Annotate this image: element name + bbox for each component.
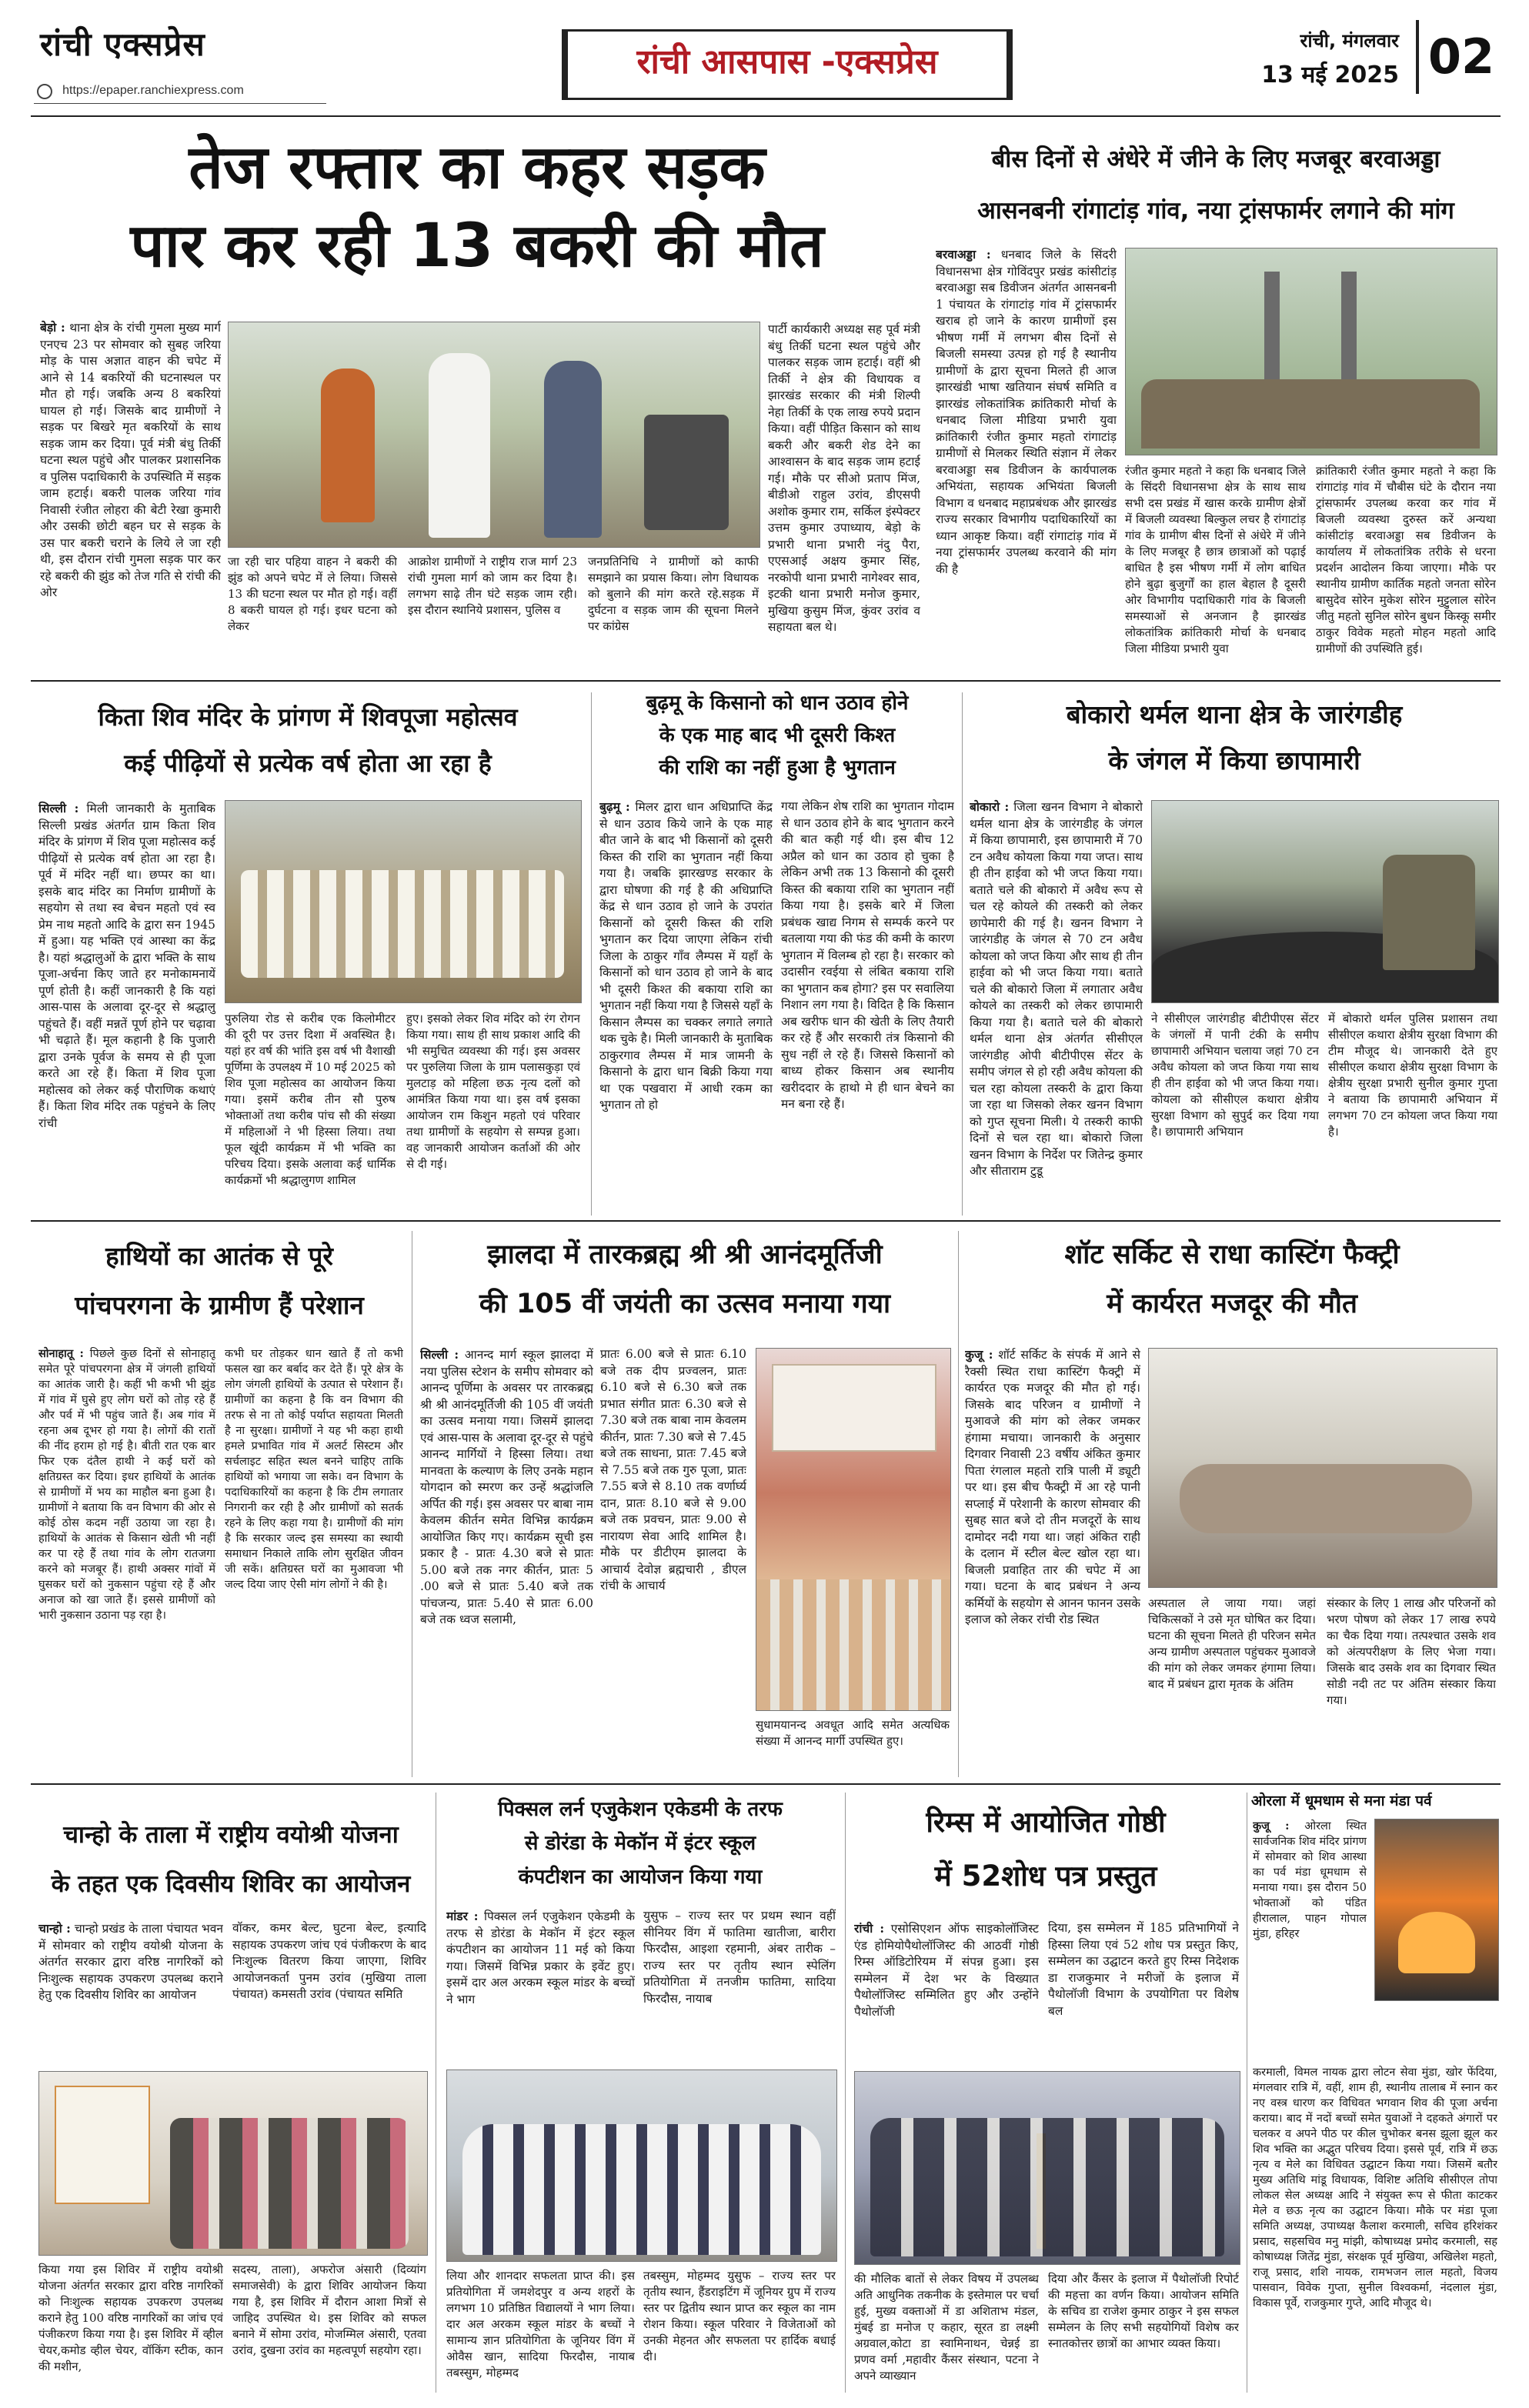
elephant-col-2 [225,1346,403,1773]
anandmurti-caption-1: सुधामयानन्द अवधूत आदि समेत अत्यधिक संख्या में आनन्द मार्गी उपस्थित हुए। [756,1718,950,1748]
barwaadda-dateline: बरवाअड्डा : [936,247,991,262]
pixel-caption-1: लिया और शानदार सफलता प्राप्त की। इस प्रतियोगिता में जमशेदपुर व अन्य शहरों के लगभग 10 प्रतिष्ठित विद्यालयों ने भाग लिया। दार अल अरकम स्कूल मांडर के बच्चों ने सामान्य ज्ञान प्रतियोगिता के जूनियर विंग में ओवैस खान, सादिया फिरदौस, नायाब तबस्सुम, मोहम्मद [446,2269,635,2380]
pixel-headline-1: पिक्सल लर्न एजुकेशन एकेडमी के तरफ [498,1798,783,1821]
lead-caption-2: आक्रोश ग्रामीणों ने राष्ट्रीय राज मार्ग 23 रांची गुमला मार्ग को जाम कर दिया है। लगभग साढ़े तीन घंटे सड़क जाम रही। इस दौरान स्थानिये प्रशासन, पुलिस व [408,555,577,617]
lead-text-1: थाना क्षेत्र के रांची गुमला मुख्य मार्ग एनएच 23 पर सोमवार को सुबह जरिया मोड़ के पास अज्ञात वाहन की चपेट में आने से 14 बकरियों की घटनास्थल पर मौत हो गई। जबकि अन्य 8 बकरियां घायल हो गई। जिसके बाद ग्रामीणों ने सड़क पर बिखरे मृत बकरियों के साथ सड़क जाम कर दिया। पूर्व मंत्री बंधु तिर्की घटना स्थल पहुंचे और पालकर प्रशासनिक व पुलिस पदाधिकारी के उपस्थिति में सड़क जाम हटाई। बकरी पालक जरिया गांव निवासी रंजीत लोहरा की बेटी रेखा कुमारी और उसकी छोटी बहन घर से सड़क के उस पार बकरी चराने के लिये ले जा रही थी, इस दौरान रांची गुमला सड़क पार कर रहे बकरी की झुंड को तेज गति से रांची की ओर [40,321,221,599]
paper-logo [40,22,309,63]
shortcircuit-photo [1148,1348,1497,1588]
section-title: रांची आसपास -एक्सप्रेस [636,42,938,82]
bokaro-col-1 [970,799,1143,1210]
elephant-headline-1: हाथियों का आतंक से पूरे [105,1241,333,1271]
barwaadda-photo [1125,248,1497,455]
rims-text-1: एसोसिएशन ऑफ साइकोलॉजिस्ट एंड होमियोपैथोलॉजिस्ट की आठवीं गोष्ठी रिम्स ऑडिटोरियम में संपन्न हुआ। इस सम्मेलन में देश भर के विख्यात पैथोलॉजिस्ट सम्मिलित हुए और उन्होंने पैथोलॉजी [854,1922,1039,2019]
barwaadda-headline-2: आसनबनी रांगाटांड़ गांव, नया ट्रांसफार्मर लगाने की मांग [977,197,1454,225]
budhmu-headline-3: की राशि का नहीं हुआ है भुगतान [659,756,896,779]
lead-dateline: बेड़ो : [40,320,65,335]
pixel-article [440,1788,840,2396]
budhmu-text-1: मिलर द्वारा धान अधिप्राप्ति केंद्र से धान उठाव किये जाने के एक माह बीत जाने के बाद भी किसानों को दूसरी किस्त की राशि का भुगतान नहीं किया गया है। जबकि झारखण्ड सरकार के द्वारा घोषणा की गई है की अधिप्राप्ति केंद्र से धान उठाव हो जाने के उपरांत किसानों को दूसरी किस्त की राशि भुगतान कर दिया जाएगा लेकिन रांची जिला के ठाकुर गाँव लैम्पस में यहाँ के किसानों को धान उठाव हो जाने के बाद भी दूसरी किश्त की बकाया राशि का भुगतान नहीं किया गया है जिससे यहाँ के किसान लैम्पस का चक्कर लगाते लगाते थक चुके है। मिली जानकारी के मुताबिक ठाकुरगाव लैम्पस में मात्र जामनी के किसानो के द्वारा धान बिक्री किया गया था एक पखवारा में आधी रकम का भुगतान तो हो [599,800,773,1112]
lead-text-4: पार्टी कार्यकारी अध्यक्ष सह पूर्व मंत्री बंधु तिर्की घटना स्थल पहुंचे और पालकर सड़क जाम हटाई। वहीं श्री तिर्की ने क्षेत्र की विधायक व झारखंड सरकार की मंत्री शिल्पी नेहा तिर्की के एक लाख रुपये प्रदान किया। वहीं पीड़ित किसान को साथ बकरी और बकरी शेड देने का आश्वासन के बाद सड़क जाम हटाई गई। मौके पर सीओ प्रताप मिंज, बीडीओ राहुल उरांव, डीएसपी अशोक कुमार राम, सर्किल इंस्पेक्टर उत्तम कुमार उपाध्याय, बेड़ो के प्रभारी थाना प्रभारी नंदु पैरा, एएसआई अक्षय कुमार सिंह, नरकोपी थाना प्रभारी नागेश्वर साव, इटकी थाना प्रभारी मनोज कुमार, मुखिया कुसुम मिंज, कुंवर उरांव व सहायता बल थे। [768,322,920,634]
vayoshri-headline-2: के तहत एक दिवसीय शिविर का आयोजन [51,1870,411,1898]
elephant-col-1 [38,1346,215,1773]
anandmurti-photo [756,1348,951,1711]
lead-headline-2: पार कर रही 13 बकरी की मौत [130,212,824,281]
issue-date: 13 मई 2025 [1261,62,1399,88]
budhmu-col-1 [599,799,773,1210]
barwaadda-article [931,123,1501,677]
elephant-text-1: पिछले कुछ दिनों से सोनाहातू समेत पूरे पांचपरगना क्षेत्र में जंगली हाथियों का आतंक जारी है। कहीं भी कभी भी झुंड में गांव में घुसे हुए लोग घरों को तोड़ रहे हैं और पर्व में भी पहुंच जाते हैं। अब गांव में रहना अब दूभर हो गया है। लोगों की रातों की नींद हराम हो गई है। बीती रात एक बार फिर एक दंतैल हाथी ने कई घरों को क्षतिग्रस्त कर दिया। इधर हाथियों के आतंक से ग्रामीणों में भय का माहौल बना हुआ है। ग्रामीणों ने बताया कि वन विभाग की ओर से कोई ठोस कदम नहीं उठाया जा रहा है। हाथियों के आतंक से किसान खेती भी नहीं कर पा रहे हैं तथा गांव के लोग रातजगा करने को मजबूर हैं। हाथी अक्सर गांवों में घुसकर घरों को नुकसान पहुंचा रहे हैं और अनाज को खा जाते हैं। इससे ग्रामीणों को भारी नुकसान उठाना पड़ रहा है। [38,1348,215,1622]
vayoshri-text-2: वॉकर, कमर बेल्ट, घुटना बेल्ट, इत्यादि सहायक उपकरण जांच एवं पंजीकरण के बाद निःशुल्क वितरण किया जाएगा, शिविर आयोजनकर्ता पुनम उरांव (मुखिया ताला पंचायत) कमसती उरांव (पंचायत समिति [232,1921,426,2001]
budhmu-headline-2: के एक माह बाद भी दूसरी किश्त [659,724,896,747]
column-rule [958,1231,959,1777]
rims-photo [854,2071,1240,2265]
bokaro-caption-2: में बोकारो थर्मल पुलिस प्रशासन तथा सीसीएल कथारा क्षेत्रीय सुरक्षा विभाग की टीम मौजूद थे। जानकारी देते हुए सीसीएल कथारा क्षेत्रीय सुरक्षा विभाग के क्षेत्रीय सुरक्षा प्रभारी सुनील कुमार गुप्ता ने बताया कि छापामारी अभियान में लगभग 70 टन कोयला जप्त किया गया है। [1328,1012,1497,1139]
photo-crowd [1141,379,1480,449]
photo-figure [321,369,375,522]
shiv-col-1 [38,800,215,1208]
barwaadda-text-1: धनबाद जिले के सिंदरी विधानसभा क्षेत्र गोविंदपुर प्रखंड कांसीटांड़ बरवाअड्डा सब डिवीजन अंतर्गत आसनबनी 1 पंचायत के रांगाटांड़ गांव में ट्रांसफार्मर खराब हो जाने के कारण ग्रामीणों इस भीषण गर्मी में लगभग बीस दिनों से बिजली समस्या उत्पन्न हो गई है स्थानीय ग्रामीणों के द्वारा सूचना मिलते ही आज झारखंडी भाषा खतियान संघर्ष समिति व झारखंड लोकतांत्रिक क्रांतिकारी मोर्चा के धनबाद जिला मीडिया प्रभारी युवा क्रांतिकारी रंजीत कुमार महतो रांगाटांड़ ग्रामीणों से मिलकर स्थिति संज्ञान में लेकर बरवाअड्डा सब डिवीजन के कार्यपालक अभियंता, सहायक अभियंता बिजली विभाग व धनबाद महाप्रबंधक और झारखंड राज्य सरकार विभागीय पदाधिकारियों का ध्यान आकृष्ट किया। वहीं रांगाटांड़ गांव में नया ट्रांसफार्मर उपलब्ध करवाने की मांग की है [936,248,1117,576]
shortcircuit-headline-2: में कार्यरत मजदूर की मौत [1107,1289,1357,1319]
photo-figure [544,361,602,538]
pixel-headline-2: से डोरंडा के मेकॉन में इंटर स्कूल [524,1832,756,1855]
column-rule [845,1793,846,2393]
section-banner [562,29,1013,100]
bokaro-article [968,685,1501,1216]
column-rule [591,692,592,1216]
vayoshri-headline-1: चान्हो के ताला में राष्ट्रीय वयोश्री योजना [63,1821,399,1849]
budhmu-col-2 [781,799,954,1210]
lead-caption-1: जा रही चार पहिया वाहन ने बकरी की झुंड को अपने चपेट में ले लिया। जिससे 13 की घटना स्थल पर मौत हो गई। वहीं 8 बकरी घायल हो गई। इधर घटना को लेकर [228,555,397,633]
shortcircuit-col-1 [965,1346,1140,1773]
budhmu-headline-1: बुढ़मू के किसानो को धान उठाव होने [646,692,909,715]
anandmurti-article [416,1225,954,1779]
shiv-caption-1: पुरुलिया रोड से करीब एक किलोमीटर की दूरी पर उत्तर दिशा में अवस्थित है। यहां हर वर्ष की भांति इस वर्ष भी वैशाखी पूर्णिमा के उपलक्ष्य में 10 मई 2025 को शिव पूजा महोत्सव का आयोजन किया गया। इसमें करीब तीन सौ पुरुष भोक्ताओं तथा करीब पांच सौ की संख्या में महिलाओं ने भी हिस्सा लिया। तथा फूल खूंदी कार्यक्रम में भी भक्ति का परिचय दिया। इसके अलावा कई धार्मिक कार्यक्रमों भी श्रद्धालुगण शामिल [225,1012,396,1187]
manda-article [1251,1788,1501,2396]
shiv-headline-2: कई पीढ़ियों से प्रत्येक वर्ष होता आ रहा है [124,749,492,778]
bokaro-headline-2: के जंगल में किया छापामारी [1108,745,1360,775]
vayoshri-photo [38,2071,428,2256]
vayoshri-col-2 [232,1920,426,2063]
lead-article [31,123,923,677]
photo-chair [644,415,729,530]
shiv-headline-1: किता शिव मंदिर के प्रांगण में शिवपूजा महोत्सव [98,702,518,732]
manda-photo [1374,1819,1499,2001]
page-number: 02 [1416,20,1504,94]
photo-stretcher [1180,1464,1472,1533]
photo-devotees [241,870,564,978]
photo-banner [55,2086,150,2204]
shortcircuit-caption-1: अस्पताल ले जाया गया। जहां चिकित्सकों ने उसे मृत घोषित कर दिया। घटना की सूचना मिलते ही परिजन समेत अन्य ग्रामीण अस्पताल पहुंचकर मुआवजे की मांग को लेकर जमकर हंगामा लिया। बाद में प्रबंधन द्वारा मृतक के अंतिम [1148,1596,1316,1691]
anandmurti-text-1: आनन्द मार्ग स्कूल झालदा में नया पुलिस स्टेशन के समीप सोमवार को आनन्द पूर्णिमा के अवसर पर तारकब्रह्म श्री श्री आनंदमूर्तिजी की 105 वीं जयंती का उत्सव मनाया गया। जिसमें झालदा एवं आस-पास के अलावा दूर-दूर से पहुंचे आनन्द मार्गियों ने हिस्सा लिया। तथा मानवता के कल्याण के लिए उनके महान योगदान को स्मरण कर उन्हें श्रद्धांजलि अर्पित की गई। इस अवसर पर बाबा नाम केवलम कीर्तन समेत विभिन्न कार्यक्रम आयोजित किए गए। कार्यक्रम सूची इस प्रकार है - प्रातः 4.30 बजे से प्रातः 5.00 बजे तक नगर कीर्तन, प्रातः 5 .00 बजे से प्रातः 5.40 बजे तक पांचजन्य, प्रातः 5.40 से प्रातः 6.00 बजे तक ध्वज सलामी, [420,1348,593,1626]
rims-col-2 [1048,1920,1239,2063]
barwaadda-caption-2: क्रांतिकारी रंजीत कुमार महतो ने कहा कि रांगाटांड़ गांव में चौबीस घंटे के दौरान नया ट्रांसफार्मर उपलब्ध करवा कर गांव में बिजली व्यवस्था दुरुस्त करें अन्यथा कांसीटांड़ बरवाअड्डा सब डिवीजन के कार्यालय में लोकतांत्रिक तरीके से धरना प्रदर्शन आदोलन किया जाएगा। मौके पर स्थानीय ग्रामीण कार्तिक महतो जनता सोरेन बासुदेव सोरेन मुकेश सोरेन मुट्टुलाल सोरेन जीतु महतो सुनिल सोरेन बुधन किस्कू समीर ठाकुर विवेक महतो मोहन महतो आदि ग्रामीणों की उपस्थिति हुई। [1316,464,1496,655]
rims-caption-1: की मौलिक बातों से लेकर विषय में उपलब्ध अति आधुनिक तकनीक के इस्तेमाल पर चर्चा हुई, मुख्य वक्ताओं में डा अशिताभ मंडल, मुंबई डा मनोज ए कहार, सूरत डा लक्ष्मी अग्रवाल,कोटा डा स्वामिनाथन, चेन्नई डा प्रणव वर्मा ,महावीर कैंसर संस्थान, पटना ने अपने व्याख्यान [854,2272,1039,2383]
paper-name: रांची एक्सप्रेस [40,25,205,63]
shortcircuit-text-1: शॉर्ट सर्किट के संपर्क में आने से रैक्सी स्थित राधा कास्टिंग फैक्ट्री में कार्यरत एक मजदूर की मौत हो गई। जिसके बाद परिजन व ग्रामीणों ने मुआवजे की मांग को लेकर जमकर हंगामा मचाया। जानकारी के अनुसार दिगवार निवासी 23 वर्षीय अंकित कुमार पिता रंगलाल महतो रात्रि पाली में ड्यूटी पर था। इस बीच फैक्ट्री में आ रहे पानी सप्लाई में परेशानी के कारण सोमवार की सुबह सात बजे दो तीन मजदूरों के साथ दामोदर नदी गया था। जहां अंकित राही के दलान में स्टील बेल्ट खोल रहा था। बिजली प्रवाहित तार की चपेट में आ गया। घटना के बाद प्रबंधन ने अन्य कर्मियों के सहयोग से आनन फानन उसके इलाज को लेकर रांची रोड स्थित [965,1348,1140,1626]
vayoshri-text-1: चान्हो प्रखंड के ताला पंचायत भवन में सोमवार को राष्ट्रीय वयोश्री योजना के अंतर्गत सरकार द्वारा वरिष्ठ नागरिकों को निःशुल्क सहायक उपकरण उपलब्ध कराने हेतु एक दिवसीय शिविर का आयोजन [38,1922,223,2002]
anandmurti-dateline: सिल्ली : [420,1347,459,1362]
pixel-text-1: पिक्सल लर्न एजुकेशन एकेडमी के तरफ से डोरंडा के मेकॉन में इंटर स्कूल कंपटीशन का आयोजन 11 मई को किया गया। जिसमें विभिन्न प्रकार के इवेंट हुए। इसमें दार अल अरकम स्कूल मांडर के बच्चों ने भाग [446,1909,635,2006]
rims-headline-2: में 52शोध पत्र प्रस्तुत [934,1859,1157,1893]
masthead [0,0,1529,115]
anandmurti-col-2 [600,1346,746,1773]
epaper-url[interactable]: https://epaper.ranchiexpress.com [62,84,244,97]
rims-dateline: रांची : [854,1921,885,1936]
anandmurti-col-1 [420,1346,593,1773]
pixel-photo [446,2069,837,2262]
photo-gathering [756,1579,950,1710]
manda-headline: ओरला में धूमधाम से मना मंडा पर्व [1251,1793,1432,1809]
rims-article [850,1788,1242,2396]
column-rule [962,692,963,1216]
date-block [1253,28,1399,97]
bokaro-photo [1151,800,1499,1003]
rims-col-1 [854,1920,1039,2063]
shiv-dateline: सिल्ली : [38,801,79,815]
anandmurti-text-2: प्रातः 6.00 बजे से प्रातः 6.10 बजे तक दीप प्रज्वलन, प्रातः 6.10 बजे से 6.30 बजे तक प्रभात संगीत प्रातः 6.30 बजे से 7.30 बजे तक बाबा नाम केवलम कीर्तन, प्रातः 7.30 बजे से 7.45 बजे तक साधना, प्रातः 7.45 बजे से 7.55 बजे तक गुरु पूजा, प्रातः 7.55 बजे से 8.10 तक वर्णार्घ्य दान, प्रातः 8.10 बजे से 9.00 बजे तक प्रवचन, प्रातः 9.00 से नारायण सेवा आदि शामिल है। मौके पर डीटीएम झालदा के आचार्य देवोज्ञ ब्रह्मचारी , डीएल रांची के आचार्य [600,1347,746,1593]
pixel-caption-2: तबस्सुम, मोहम्मद युसुफ – राज्य स्तर पर तृतीय स्थान, हैंडराइटिंग में जूनियर ग्रुप में राज्य स्तर पर द्वितीय स्थान प्राप्त कर स्कूल का नाम रोशन किया। स्कूल परिवार ने विजेताओं को उनकी मेहनत और सफलता पर हार्दिक बधाई दी। [643,2269,836,2363]
shiv-caption-2: हुए। इसको लेकर शिव मंदिर को रंग रोगन किया गया। साथ ही साथ प्रकाश आदि की भी समुचित व्यवस्था की गई। इस अवसर पर पुरुलिया जिला के ग्राम पलासकुड़ा एवं मुलटाड़ को महिला छऊ नृत्य दलों को आमंत्रित किया गया था। इस वर्ष इसका आयोजन राम किशुन महतो एवं परिवार तथा ग्रामीणों के सहयोग से सम्पन्न हुआ। वह जानकारी आयोजन कर्ताओं की ओर से दी गई। [406,1012,580,1171]
barwaadda-col-1 [936,246,1117,669]
bokaro-text-1: जिला खनन विभाग ने बोकारो थर्मल थाना क्षेत्र के जारंगडीह के जंगल में किया छापामारी, इस छापामारी में 70 टन अवैध कोयला किया गया जप्त। साथ ही तीन हाईवा को भी जप्त किया गया। बताते चले की बोकारो में अवैध रूप से चल रहे कोयले की तस्करी को लेकर छापेमारी की गई है। खनन विभाग ने जारंगडीह के जंगल से 70 टन अवैध कोयला को जप्त किया और साथ ही तीन हाईवा को भी जप्त किया गया। बताते चले की बोकारो जिला में लगातार अवैध कोयले का तस्करी को लेकर छापामारी किया गया है। बताते चले की बोकारो थर्मल थाना क्षेत्र अंतर्गत सीसीएल जारंगडीह ओपी बीटीपीएस सेंटर के समीप जंगल से हो रही अवैध कोयला की चल रहा कोयला तस्करी के द्वारा किया जा रहा था जिसको लेकर खनन विभाग को गुप्त सूचना मिली। ये तस्करी काफी दिनों से चल रहा था। बोकारो जिला खनन विभाग के निर्देश पर जितेन्द्र कुमार और सीताराम टुडू [970,800,1143,1178]
masthead-rule [31,115,1501,117]
shortcircuit-article [963,1225,1501,1779]
city-day: रांची, मंगलवार [1300,30,1399,52]
pixel-headline-3: कंपटीशन का आयोजन किया गया [518,1866,763,1889]
photo-students [462,2124,821,2255]
manda-col-2 [1253,2065,1497,2392]
budhmu-dateline: बुढ़मू : [599,799,630,814]
shortcircuit-dateline: कुजू : [965,1347,993,1362]
globe-icon [37,84,52,99]
section-rule-1 [31,680,1501,682]
bokaro-headline-1: बोकारो थर्मल थाना क्षेत्र के जारंगडीह [1066,699,1403,729]
barwaadda-headline-1: बीस दिनों से अंधेरे में जीने के लिए मजबूर बरवाअड्डा [991,145,1441,173]
shortcircuit-headline-1: शॉट सर्किट से राधा कास्टिंग फैक्ट्री [1064,1239,1400,1270]
elephant-article [31,1225,408,1779]
rims-caption-2: दिया और कैंसर के इलाज में पैथोलॉजी रिपोर्ट की महत्ता का वर्णन किया। आयोजन समिति के सचिव डा राजेश कुमार ठाकुर ने इस सफल सम्मेलन के लिए सभी सहयोगियों विशेष कर स्नातकोत्तर छात्रों का आभार व्यक्त किया। [1048,2272,1239,2350]
section-rule-3 [31,1783,1501,1785]
shortcircuit-caption-2: संस्कार के लिए 1 लाख और परिजनों को भरण पोषण को लेकर 17 लाख रुपये का चैक दिया गया। तत्पश्चात उसके शव को अंत्यपरीक्षण के लिए भेजा गया। जिसके बाद उसके शव का दिगवार स्थित सोडी नदी तट पर अंतिम संस्कार किया गया। [1327,1596,1496,1707]
vayoshri-article [31,1788,431,2396]
pixel-col-2 [643,1908,836,2062]
rims-text-2: दिया, इस सम्मेलन में 185 प्रतिभागियों ने हिस्सा लिया एवं 52 शोध पत्र प्रस्तुत किए, सम्मेलन का उद्घाटन करते हुए रिम्स निदेशक डा राजकुमार ने मरीजों के इलाज में पैथोलॉजी विभाग के उपयोगिता पर विशेष बल [1048,1921,1239,2018]
vayoshri-caption-1: किया गया इस शिविर में राष्ट्रीय वयोश्री योजना अंतर्गत सरकार द्वारा वरिष्ठ नागरिकों को निःशुल्क सहायक उपकरण उपलब्ध कराने हेतु 100 वरिष्ठ नागरिकों का जांच एवं पंजीकरण किया गया है। इस शिविर में व्हील चेयर,कमोड व्हील चेयर, वॉकिंग स्टीक, कान की मशीन, [38,2263,223,2373]
lead-headline-1: तेज रफ्तार का कहर सड़क [189,133,766,202]
bokaro-dateline: बोकारो : [970,799,1010,814]
pixel-col-1 [446,1908,635,2062]
elephant-text-2: कभी घर तोड़कर धान खाते हैं तो कभी फसल खा कर बर्बाद कर देते हैं। पूरे क्षेत्र के लोग जंगली हाथियों के उत्पात से परेशान हैं। ग्रामीणों का कहना है कि वन विभाग की तरफ से ना तो कोई पर्याप्त सहायता मिलती है ना सुरक्षा। ग्रामीणों ने यह भी कहा हाथी हमले प्रभावित गांव में अलर्ट सिस्टम और सर्चलाइट सहित स्थल बनने चाहिए ताकि हाथियों को भगाया जा सके। वन विभाग के पदाधिकारियों का कहना है कि टीम लगातार निगरानी कर रही है और ग्रामीणों को सतर्क रहने के लिए कहा गया है। ग्रामीणों की मांग है कि सरकार जल्द इस समस्या का स्थायी समाधान निकाले ताकि लोग सुरक्षित जीवन जी सकें। क्षतिग्रस्त घरों का मुआवजा भी जल्द दिया जाए ऐसी मांग लोगों ने की है। [225,1348,403,1591]
lead-col-1 [40,319,221,665]
pixel-dateline: मांडर : [446,1909,479,1923]
lead-caption-3: जनप्रतिनिधि ने ग्रामीणों को काफी समझाने का प्रयास किया। लोग विधायक को बुलाने की मांग करते रहे.सड़क में दुर्घटना व सड़क जाम की सूचना मिलने पर कांग्रेस [588,555,759,633]
manda-text-1: ओरला स्थित सार्वजनिक शिव मंदिर प्रांगण में सोमवार को शिव आस्था का पर्व मंडा धूमधाम से मनाया गया। इस दौरान 50 भोक्ताओं को पंडित हीरालाल, पाहन गोपाल मुंडा, हरिहर [1253,1820,1367,1940]
photo-figure [429,353,490,538]
shiv-text-1: मिली जानकारी के मुताबिक सिल्ली प्रखंड अंतर्गत ग्राम किता शिव मंदिर के प्रांगण में शिव पूजा महोत्सव कई पीढ़ियों से प्रत्येक वर्ष होता आ रहा है। पूर्व में मंदिर नहीं था। छप्पर का था। इसके बाद मंदिर का निर्माण ग्रामीणों के सहयोग से तथा स्व बेचन महतो एवं स्व प्रेम नाथ महतो आदि के द्वारा सन 1945 में हुआ। यह भक्ति एवं आस्था का केंद्र है। यहां श्रद्धालुओं के द्वारा भक्ति के साथ पूजा-अर्चना किए जाते हर मनोकामनायें पूर्ण होती है। कहीं जानकारी है कि यहां आस-पास के अलावा दूर-दूर से श्रद्धालु पहुंचते हैं। वहीं मन्नतें पूर्ण होने पर चढ़ावा भी चढ़ाते हैं। मूल कहानी है कि पुजारी द्वारा उनके पूर्वज के समय से ही पूजा करते आ रहे हैं। किता में शिव पूजा महोत्सव को लेकर कई पौराणिक कथाएं हैं। किता शिव मंदिर तक पहुंचने के लिए रांची [38,802,215,1130]
rims-headline-1: रिम्स में आयोजित गोष्ठी [926,1806,1166,1839]
shiv-article [31,685,585,1216]
anandmurti-headline-2: की 105 वीं जयंती का उत्सव मनाया गया [479,1289,891,1319]
manda-text-2: करमाली, विमल नायक द्वारा लोटन सेवा मुंडा, खोर फेंदिया, मंगलवार रात्रि में, वहीं, शाम ही, स्थानीय तालाब में स्नान कर नए वस्त्र धारण कर विधिवत भगवान शिव की पूजा अर्चना कराया। बाद में नदों बच्चों समेत युवाओं ने दहकते अंगारों पर चलकर व अपने पीठ पर कील चुभोकर बनस झूला झूल कर शिव भक्ति का अद्भुत परिचय दिया। इससे पूर्व, रात्रि में छऊ नृत्य व मेले का विधिवत उद्घाटन किया गया। जिसमें बतौर मुख्य अतिथि मांडू विधायक, विशिष्ट अतिथि सीसीएल तोपा लोकल सेल अध्यक्ष आदि ने संयुक्त रूप से फीता काटकर मेले व छऊ नृत्य का उद्घाटन किया। मौके पर मंडा पूजा समिति अध्यक्ष, उपाध्यक्ष कैलाश करमाली, सचिव हरिशंकर प्रसाद, सहसचिव मनु मांझी, कोषाध्यक्ष प्रमोद करमाली, सह कोषाध्यक्ष जितेंद्र मुंडा, संरक्षक पूर्व मुखिया, अखिलेश महतो, राजू प्रसाद, शशि नायक, रामभजन लाल महतो, विजय पासवान, विवेक गुप्ता, सुनील विश्वकर्मा, नंदलाल मुंडा, विकास पूर्वे, राजकुमार गुप्ते, आदि मौजूद थे। [1253,2066,1497,2310]
lead-col-4 [768,322,920,668]
elephant-dateline: सोनाहातू : [38,1347,84,1360]
photo-banner [772,1364,936,1452]
manda-dateline: कुजू : [1253,1819,1290,1833]
section-rule-2 [31,1220,1501,1222]
photo-officials [1383,855,1475,970]
vayoshri-col-1 [38,1920,223,2063]
photo-people [170,2118,409,2249]
budhmu-text-2: गया लेकिन शेष राशि का भुगतान गोदाम से धान उठाव होने के बाद भुगतान करने की बात कही गई थी। इस बीच 12 अप्रैल को धान का उठाव हो चुका है लेकिन अभी तक 13 किसानो की दूसरी किस्त की बकाया राशि का भुगतान नहीं किया गया है। इसके बारे में जिला प्रबंधक खाद्य निगम से सम्पर्क करने पर बतलाया गया की फंड की कमी के कारण भुगतान में विलम्ब हो रहा है। सरकार को उदासीन रवईया से लंबित बकाया राशि का भुगतान कब होगा? इस पर सवालिया निशान लग गया है। विदित है कि किसान अब खरीफ धान की खेती के लिए तैयारी कर रहे हैं और सरकारी तंत्र किसानो की सुध नहीं ले रहे हैं। जिससे किसानों को बाध्य होकर किसान अब स्थानीय खरीददार के हाथो मे ही धान बेचने का मन बना रहे हैं। [781,799,954,1111]
budhmu-article [596,685,958,1216]
bokaro-caption-1: ने सीसीएल जारंगडीह बीटीपीएस सेंटर के जंगलों में पानी टंकी के समीप छापामारी अभियान चलाया जहां 70 टन अवैध कोयला को जप्त किया गया साथ ही तीन हाईवा को भी जप्त किया गया। कोयला को सीसीएल कथारा क्षेत्रीय सुरक्षा विभाग को सुपुर्द कर दिया गया है। छापामारी अभियान [1151,1012,1319,1139]
manda-col-1 [1253,1819,1367,2065]
photo-guests [870,2118,1224,2256]
photo-fire [1398,1912,1475,1973]
vayoshri-caption-2: सदस्य, ताला), अफरोज अंसारी (दिव्यांग समाजसेवी) के द्वारा शिविर आयोजन किया गया है, इस शिविर में दौरान आशा मित्रों से जाहिद उपस्थित थे। इस शिविर को सफल बनाने में सोमा उरांव, मोजम्मिल अंसारी, एतवा उरांव, दुखना उरांव का महत्वपूर्ण सहयोग रहा। [232,2263,426,2357]
barwaadda-caption-1: रंजीत कुमार महतो ने कहा कि धनबाद जिले के सिंदरी विधानसभा क्षेत्र के साथ साथ सभी दस प्रखंड में खास करके ग्रामीण क्षेत्रों में बिजली व्यवस्था बिल्कुल लचर है रांगाटांड़ गांव के ग्रामीण बीस दिनों से अंधेरे में जीने के लिए मजबूर है छात्र छात्राओं को पढ़ाई बाधित है इस भीषण गर्मी में लोग बाधित होने बुढ़ा बुजुर्गों का हाल बेहाल है दूसरी ओर विभागीय पदाधिकारी गांव के बिजली समस्याओं से अनजान है झारखंड लोकतांत्रिक क्रांतिकारी मोर्चा के धनबाद जिला मीडिया प्रभारी युवा [1125,464,1306,655]
vayoshri-dateline: चान्हो : [38,1921,71,1936]
shiv-photo [225,800,582,1003]
lead-photo [228,322,760,548]
elephant-headline-2: पांचपरगना के ग्रामीण हैं परेशान [75,1290,364,1320]
pixel-text-2: युसुफ – राज्य स्तर पर प्रथम स्थान वहीं सीनियर विंग में फातिमा खातीजा, बारीरा फिरदौस, आइशा रहमानी, अंबर तारीक – राज्य स्तर पर तृतीय स्थान स्पेलिंग प्रतियोगिता में तनजीम फातिमा, सादिया फिरदौस, नायाब [643,1909,836,2006]
anandmurti-headline-1: झालदा में तारकब्रह्म श्री श्री आनंदमूर्तिजी [487,1239,883,1270]
url-bar[interactable] [34,80,326,104]
